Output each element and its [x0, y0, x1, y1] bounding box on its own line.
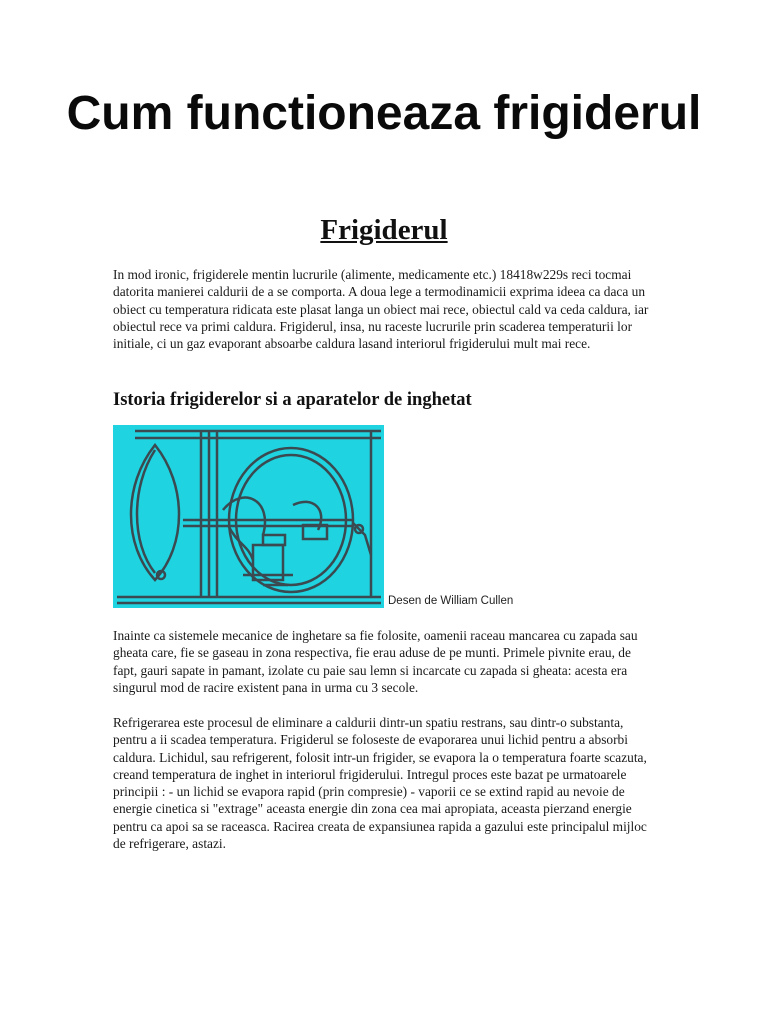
history-paragraph: Inainte ca sistemele mecanice de inghetare sa fie folosite, oamenii raceau mancarea cu zapada sau gheata care, fie se gaseau in zona respectiva, fie erau aduse de pe munti. Primele pivnite erau, de fapt, gauri sapate in pamant, izolate cu paie sau lemn si incarcate cu zapada si gheata: acesta era singurul mod de racire existent pana in urma cu 3 secole. — [113, 628, 638, 695]
figure-caption: Desen de William Cullen — [388, 595, 514, 607]
section-heading: Istoria frigiderelor si a aparatelor de inghetat — [113, 390, 472, 410]
refrigeration-paragraph: Refrigerarea este procesul de eliminare a caldurii dintr-un spatiu restrans, sau dintr-o substanta, pentru a ii scadea temperatura. Frigiderul se foloseste de evaporarea unui lichid pentru a absorbi caldura. Lichidul, sau refrigerent, folosit intr-un frigider, se evapora la o temperatura foarte scazuta, creand temperatura de inghet in interiorul frigiderului. Intregul proces este bazat pe urmatoarele principii : - un lichid se evapora rapid (prin compresie) - vaporii ce se extind rapid au nevoie de energie cinetica si "extrage" aceasta energie din zona cea mai apropiata, aceasta pierzand energie pentru ca apoi sa se raceasca. Racirea creata de expansiunea rapida a gazului este principalul mijloc de refrigerare, astazi. — [113, 715, 647, 852]
cullen-drawing-figure — [113, 425, 384, 608]
machine-drawing-icon — [113, 425, 384, 608]
intro-paragraph: In mod ironic, frigiderele mentin lucrurile (alimente, medicamente etc.) 18418w229s reci tocmai datorita manierei caldurii de a se comporta. A doua lege a termodinamicii exprima ideea ca daca un obiect cu temperatura ridicata este plasat langa un obiect mai rece, obiectul cald va ceda caldura, iar obiectul rece va primi caldura. Frigiderul, insa, nu raceste lucrurile prin scaderea temperaturii lor initiale, ci un gaz evaporant absoarbe caldura lasand interiorul frigiderului mult mai rece. — [113, 267, 649, 352]
document-subtitle: Frigiderul — [320, 214, 448, 246]
page-title: Cum functioneaza frigiderul — [66, 87, 702, 140]
